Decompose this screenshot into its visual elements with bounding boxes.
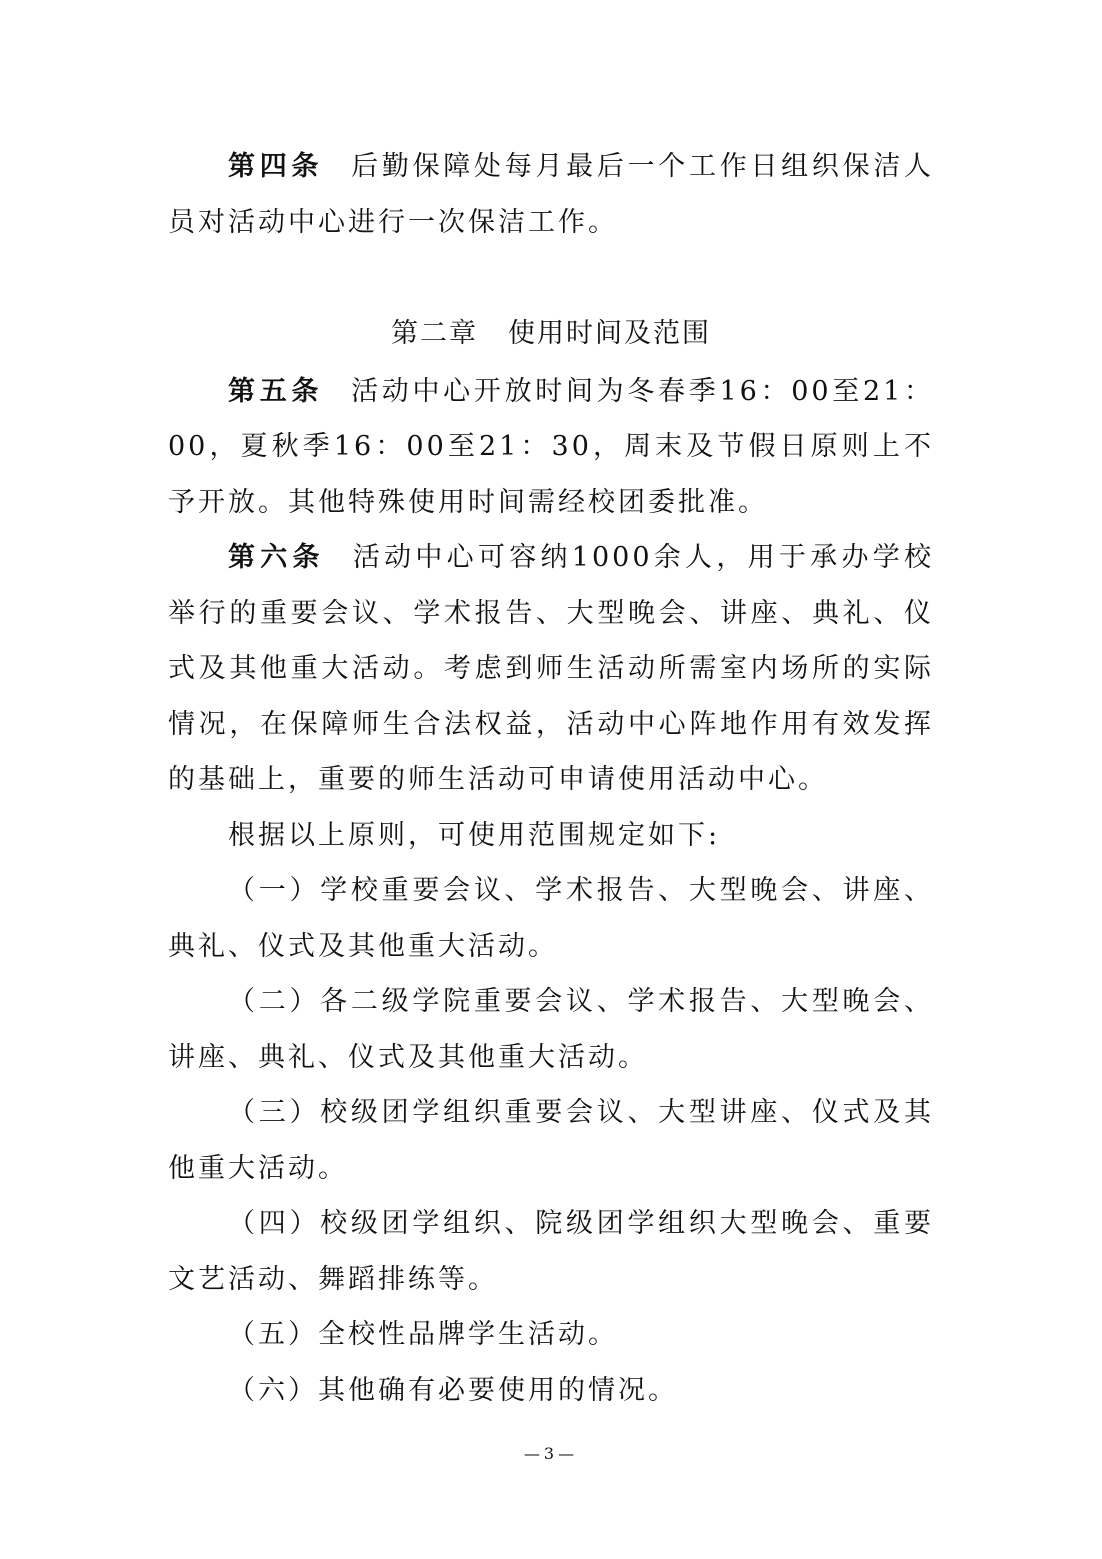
article-4-block [168, 139, 934, 306]
chapter-2-block [168, 306, 934, 1418]
scope-item-1: （一）学校重要会议、学术报告、大型晚会、讲座、典礼、仪式及其他重大活动。 [168, 875, 934, 962]
article-6 [168, 530, 934, 808]
article-5 [168, 364, 934, 531]
scope-intro: 根据以上原则，可使用范围规定如下: [228, 819, 721, 851]
article-6-number: 第六条 [228, 542, 325, 573]
chapter-title: 使用时间及范围 [508, 318, 711, 349]
article-4 [168, 139, 934, 250]
scope-item-4: （四）校级团学组织、院级团学组织大型晚会、重要文艺活动、舞蹈排练等。 [168, 1208, 934, 1295]
article-5-text: 活动中心开放时间为冬春季16：00至21：00，夏秋季16：00至21：30，周末及节假日原则上不予开放。其他特殊使用时间需经校团委批准。 [168, 375, 934, 518]
article-6-text: 活动中心可容纳1000余人，用于承办学校举行的重要会议、学术报告、大型晚会、讲座、典礼、仪式及其他重大活动。考虑到师生活动所需室内场所的实际情况，在保障师生合法权益，活动中心阵地作用有效发挥的基础上，重要的师生活动可申请使用活动中心。 [168, 542, 935, 795]
scope-item-5: （五）全校性品牌学生活动。 [228, 1319, 618, 1350]
scope-item-6: （六）其他确有必要使用的情况。 [228, 1374, 678, 1406]
article-5-number: 第五条 [228, 375, 324, 407]
scope-item-2: （二）各二级学院重要会议、学术报告、大型晚会、讲座、典礼、仪式及其他重大活动。 [168, 986, 934, 1073]
chapter-number: 第二章 [391, 318, 478, 349]
article-4-text: 后勤保障处每月最后一个工作日组织保洁人员对活动中心进行一次保洁工作。 [168, 151, 935, 238]
article-4-number: 第四条 [228, 151, 324, 182]
chapter-heading [168, 306, 934, 362]
page-number: —3— [523, 1444, 579, 1463]
scope-item-3: （三）校级团学组织重要会议、大型讲座、仪式及其他重大活动。 [168, 1097, 934, 1184]
